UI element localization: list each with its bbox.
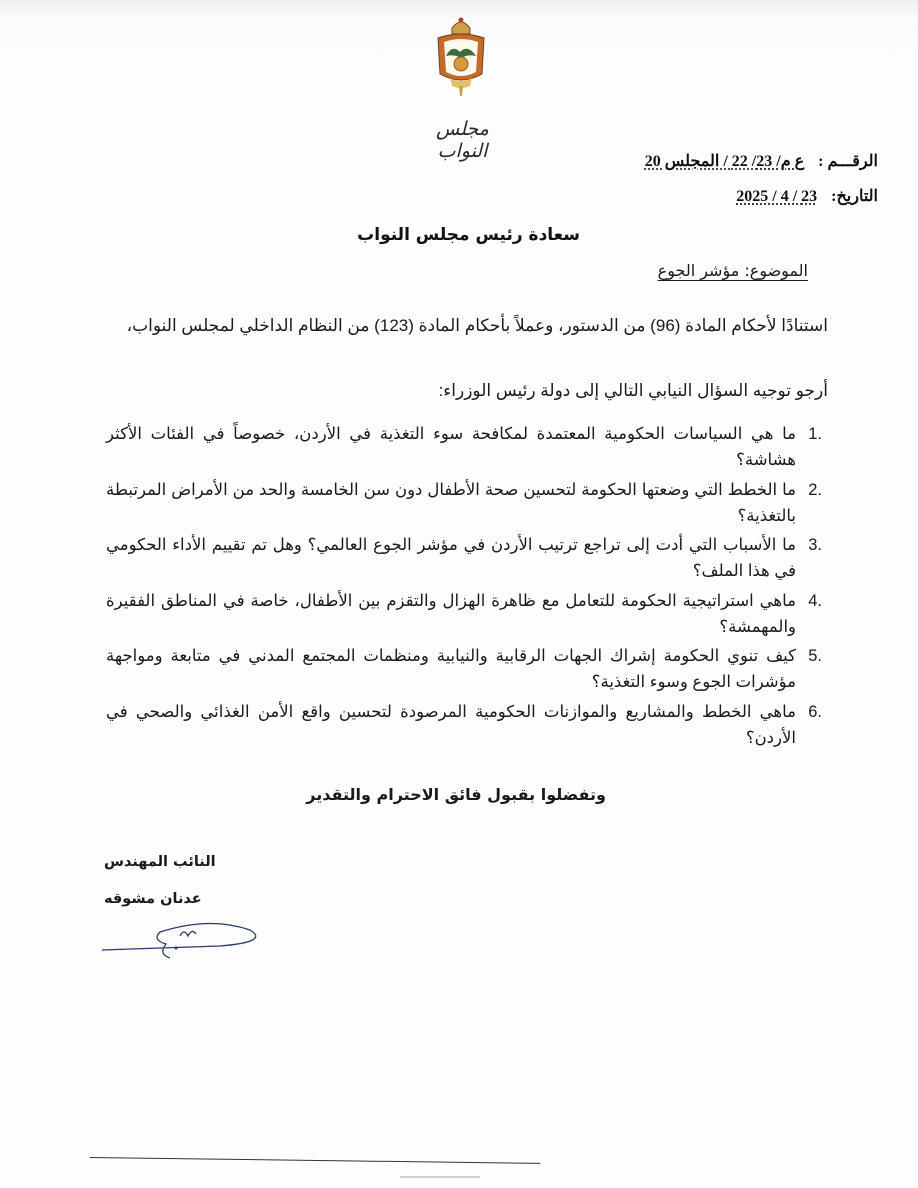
question-item	[106, 477, 822, 529]
letter-date	[736, 186, 878, 206]
date-label: التاريخ:	[831, 188, 878, 205]
salutation: سعادة رئيس مجلس النواب	[357, 225, 580, 245]
questions-list	[106, 421, 822, 754]
question-number: 3.	[808, 536, 822, 554]
question-text: كيف تنوي الحكومة إشراك الجهات الرقابية والنيابية ومنظمات المجتمع المدني في متابعة ومواجهة مؤشرات الجوع وسوء التغذية؟	[106, 647, 796, 691]
question-item	[106, 643, 822, 695]
question-item	[106, 699, 822, 751]
question-text: ما الخطط التي وضعتها الحكومة لتحسين صحة الأطفال دون سن الخامسة والحد من الأمراض المرتبطة بالتغذية؟	[106, 480, 796, 525]
question-number: 2.	[808, 480, 822, 499]
subject-line: الموضوع: مؤشر الجوع	[657, 261, 808, 280]
question-text: ما الأسباب التي أدت إلى تراجع ترتيب الأردن في مؤشر الجوع العالمي؟ وهل تم تقييم الأداء الحكومي في هذا الملف؟	[106, 536, 796, 580]
question-text: ما هي السياسات الحكومية المعتمدة لمكافحة سوء التغذية في الأردن، خصوصاً في الفئات الأكثر هشاشة؟	[106, 425, 796, 469]
jordan-coat-of-arms-icon	[432, 14, 490, 114]
signatory-title: النائب المهندس	[104, 854, 216, 870]
question-text: ماهي استراتيجية الحكومة للتعامل مع ظاهرة الهزال والتقزم بين الأطفال، خاصة في المناطق الفقيرة والمهمشة؟	[106, 591, 796, 636]
question-item	[106, 532, 822, 584]
reference-number	[645, 151, 878, 171]
question-number: 5.	[808, 647, 822, 665]
question-text: ماهي الخطط والمشاريع والموازنات الحكومية المرصودة لتحسين واقع الأمن الغذائي والصحي في الأردن؟	[106, 702, 796, 747]
reference-value: ع م/ 23/ 22 / المجلس 20	[644, 153, 805, 170]
question-item	[106, 421, 822, 473]
question-number: 1.	[808, 425, 822, 443]
footer-print-mark	[400, 1173, 480, 1181]
question-number: 6.	[808, 702, 822, 721]
closing-line: وتفضلوا بقبول فائق الاحترام والتقدير	[306, 785, 606, 804]
question-item	[106, 588, 822, 640]
request-paragraph: أرجو توجيه السؤال النيابي التالي إلى دولة رئيس الوزراء:	[438, 381, 828, 400]
question-number: 4.	[808, 591, 822, 610]
date-value: 23 / 4 / 2025	[736, 188, 818, 205]
footer-divider	[90, 1157, 540, 1164]
reference-label: الرقـــم :	[818, 153, 878, 170]
handwritten-signature-icon	[100, 918, 265, 968]
intro-paragraph: استنادًا لأحكام المادة (96) من الدستور، وعملاً بأحكام المادة (123) من النظام الداخلي لمجلس النواب،	[126, 316, 828, 335]
council-name: مجلس النواب	[436, 118, 489, 162]
signatory-name: عدنان مشوقه	[104, 891, 202, 907]
